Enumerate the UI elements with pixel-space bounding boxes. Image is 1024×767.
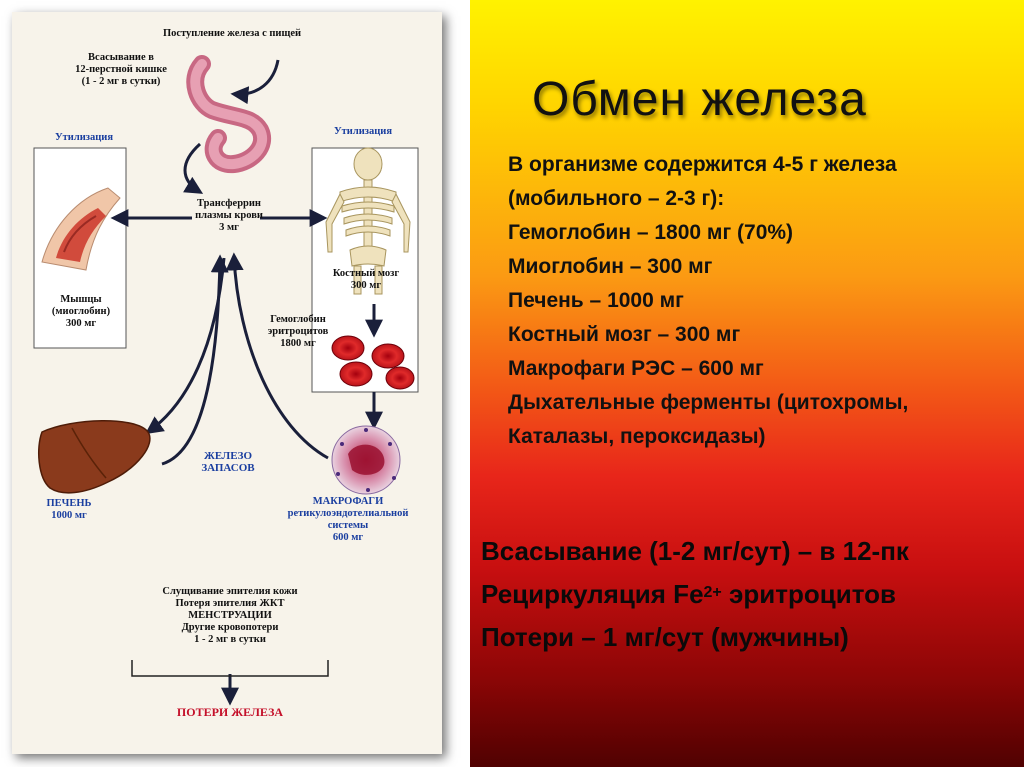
macrophages-label: МАКРОФАГИ ретикулоэндотелиальной системы 600 мг bbox=[287, 496, 409, 543]
list-item: Гемоглобин – 1800 мг (70%) bbox=[508, 221, 794, 244]
list-item: (мобильного – 2-3 г): bbox=[508, 187, 725, 210]
liver-icon bbox=[39, 421, 150, 493]
arrow-intake bbox=[234, 60, 278, 94]
muscles-label: Мышцы (миоглобин) 300 мг bbox=[51, 294, 111, 329]
liver-label: ПЕЧЕНЬ 1000 мг bbox=[46, 498, 92, 521]
summary-absorption: Всасывание (1-2 мг/сут) – в 12-пк bbox=[481, 536, 909, 566]
utilization-right-label: Утилизация bbox=[333, 126, 393, 137]
iron-content-list bbox=[508, 148, 1008, 454]
left-panel bbox=[0, 0, 470, 767]
bone-marrow-label: Костный мозг 300 мг bbox=[332, 268, 400, 291]
summary-losses: Потери – 1 мг/сут (мужчины) bbox=[481, 622, 849, 652]
absorption-label: Всасывание в 12-перстной кишке (1 - 2 мг в сутки) bbox=[75, 52, 167, 87]
losses-title: ПОТЕРИ ЖЕЛЕЗА bbox=[176, 705, 284, 719]
macrophage-icon bbox=[332, 426, 400, 494]
iron-metabolism-diagram bbox=[12, 12, 442, 754]
list-item: Макрофаги РЭС – 600 мг bbox=[508, 357, 764, 380]
hemoglobin-label: Гемоглобин эритроцитов 1800 мг bbox=[267, 314, 329, 349]
list-item: Костный мозг – 300 мг bbox=[508, 323, 741, 346]
duodenum-icon bbox=[195, 64, 262, 164]
list-item: Миоглобин – 300 мг bbox=[508, 255, 713, 278]
list-item: Каталазы, пероксидазы) bbox=[508, 425, 766, 448]
losses-bracket bbox=[132, 660, 328, 676]
list-item: Печень – 1000 мг bbox=[508, 289, 684, 312]
list-item: В организме содержится 4-5 г железа bbox=[508, 153, 897, 176]
intake-label: Поступление железа с пищей bbox=[162, 28, 302, 39]
arrow-liver-to-transferrin bbox=[162, 258, 220, 464]
losses-list: Слущивание эпителия кожи Потеря эпителия ЖКТ МЕНСТРУАЦИИ Другие кровопотери 1 - 2 мг в сутки bbox=[162, 586, 298, 645]
slide-title: Обмен железа bbox=[532, 73, 867, 126]
transferrin-label: Трансферрин плазмы крови 3 мг bbox=[195, 198, 263, 233]
arrow-transferrin-to-liver bbox=[148, 258, 224, 432]
iron-stores-label: ЖЕЛЕЗО ЗАПАСОВ bbox=[201, 450, 255, 474]
arrow-absorption bbox=[185, 144, 200, 192]
summary-block bbox=[481, 530, 1021, 659]
utilization-left-label: Утилизация bbox=[54, 132, 114, 143]
summary-recirculation: Рециркуляция $Fe^{2+}$ эритроцитов bbox=[481, 579, 896, 609]
list-item: Дыхательные ферменты (цитохромы, bbox=[508, 391, 909, 414]
